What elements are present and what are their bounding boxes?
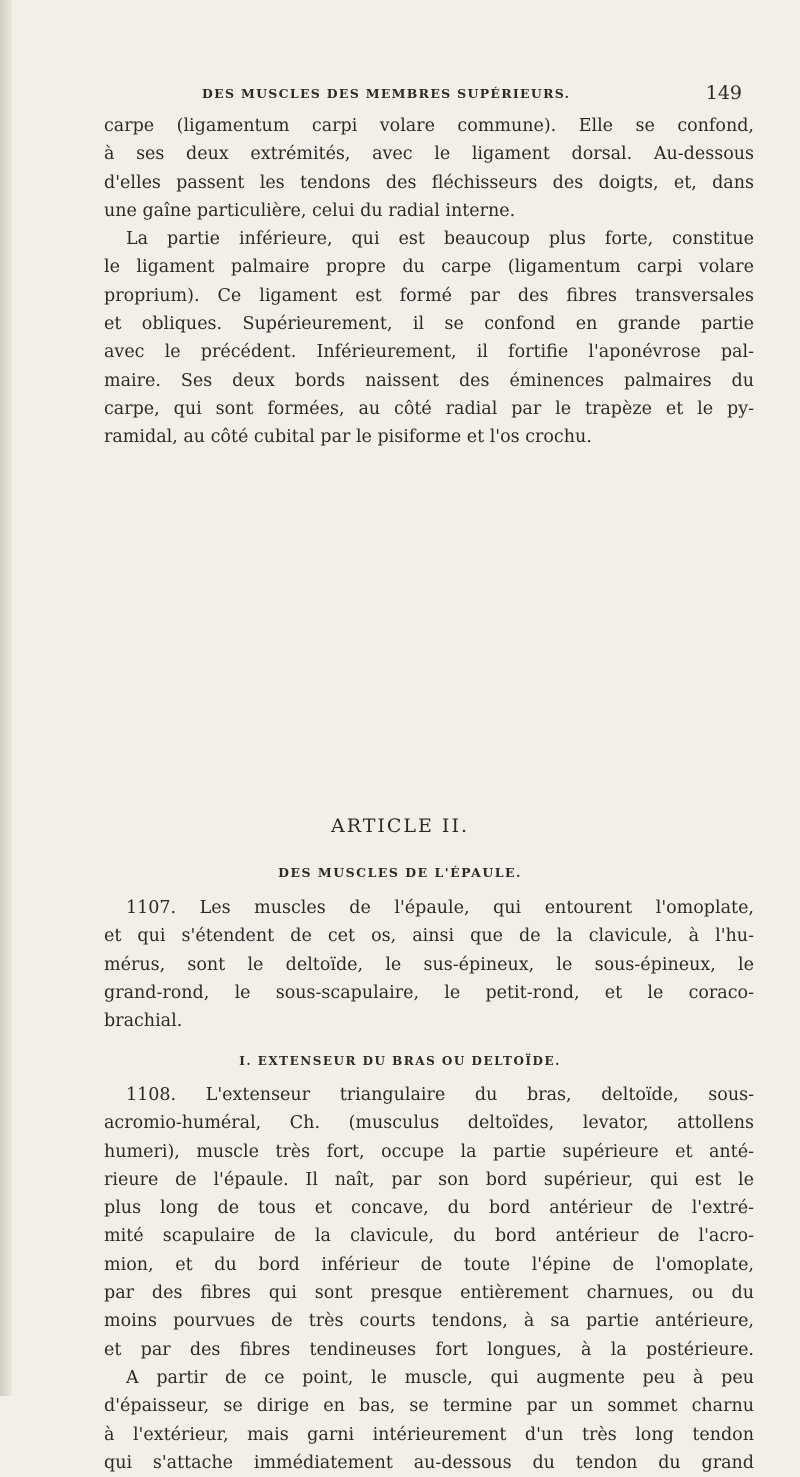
text-line: proprium). Ce ligament est formé par des fibres transversales [104,285,754,306]
text-line: ramidal, au côté cubital par le pisiforme et l'os crochu. [104,427,592,448]
text-line: La partie inférieure, qui est beaucoup plus forte, constitue [126,229,754,250]
text-line: 1108. L'extenseur triangulaire du bras, deltoïde, sous- [126,1085,754,1105]
text-line: rieure de l'épaule. Il naît, par son bord supérieur, qui est le [104,1169,754,1190]
article-title: ARTICLE II. [331,815,469,837]
section-title: I. EXTENSEUR DU BRAS OU DELTOÏDE. [239,1054,561,1068]
text-line: moins pourvues de très courts tendons, à sa partie antérieure, [104,1311,754,1332]
text-line: d'elles passent les tendons des fléchisseurs des doigts, et, dans [104,172,754,193]
page-number: 149 [705,82,742,104]
text-line: brachial. [104,1011,183,1032]
text-line: plus long de tous et concave, du bord antérieur de l'extré- [104,1198,754,1219]
text-line: mité scapulaire de la clavicule, du bord antérieur de l'acro- [104,1226,754,1247]
text-line: qui s'attache immédiatement au-dessous du tendon du grand [104,1452,754,1473]
text-line: et par des fibres tendineuses fort longues, à la postérieure. [104,1339,754,1360]
page-binding-edge [0,0,12,1396]
text-line: mion, et du bord inférieur de toute l'épine de l'omoplate, [104,1254,754,1275]
text-line: grand-rond, le sous-scapulaire, le petit-rond, et le coraco- [104,982,754,1003]
text-line: à ses deux extrémités, avec le ligament dorsal. Au-dessous [104,144,754,165]
running-head: DES MUSCLES DES MEMBRES SUPÉRIEURS. [202,86,571,101]
article-subtitle: DES MUSCLES DE L'ÉPAULE. [278,865,522,880]
paragraph-block-2 [104,894,754,1035]
text-line: par des fibres qui sont presque entièrement charnues, ou du [104,1283,754,1304]
text-line: carpe, qui sont formées, au côté radial par le trapèze et le py- [104,398,754,419]
text-line: A partir de ce point, le muscle, qui augmente peu à peu [126,1367,754,1388]
text-line: à l'extérieur, mais garni intérieurement d'un très long tendon [104,1424,754,1445]
text-line: carpe (ligamentum carpi volare commune). Elle se confond, [104,116,754,136]
paragraph-block-3 [104,1081,754,1477]
text-line: maire. Ses deux bords naissent des éminences palmaires du [104,370,754,391]
text-line: une gaîne particulière, celui du radial interne. [104,200,516,221]
text-line: 1107. Les muscles de l'épaule, qui entourent l'omoplate, [126,898,754,918]
text-line: d'épaisseur, se dirige en bas, se termine par un sommet charnu [104,1396,754,1417]
text-line: mérus, sont le deltoïde, le sus-épineux, le sous-épineux, le [104,954,754,975]
text-line: humeri), muscle très fort, occupe la partie supérieure et anté- [104,1141,754,1162]
text-line: le ligament palmaire propre du carpe (ligamentum carpi volare [104,257,754,278]
text-line: avec le précédent. Inférieurement, il fortifie l'aponévrose pal- [104,342,754,363]
text-line: acromio-huméral, Ch. (musculus deltoïdes, levator, attollens [104,1113,754,1134]
page-header [202,82,742,110]
text-line: et qui s'étendent de cet os, ainsi que de la clavicule, à l'hu- [104,926,754,947]
text-line: et obliques. Supérieurement, il se confond en grande partie [104,314,754,335]
paragraph-block-1 [104,112,754,452]
